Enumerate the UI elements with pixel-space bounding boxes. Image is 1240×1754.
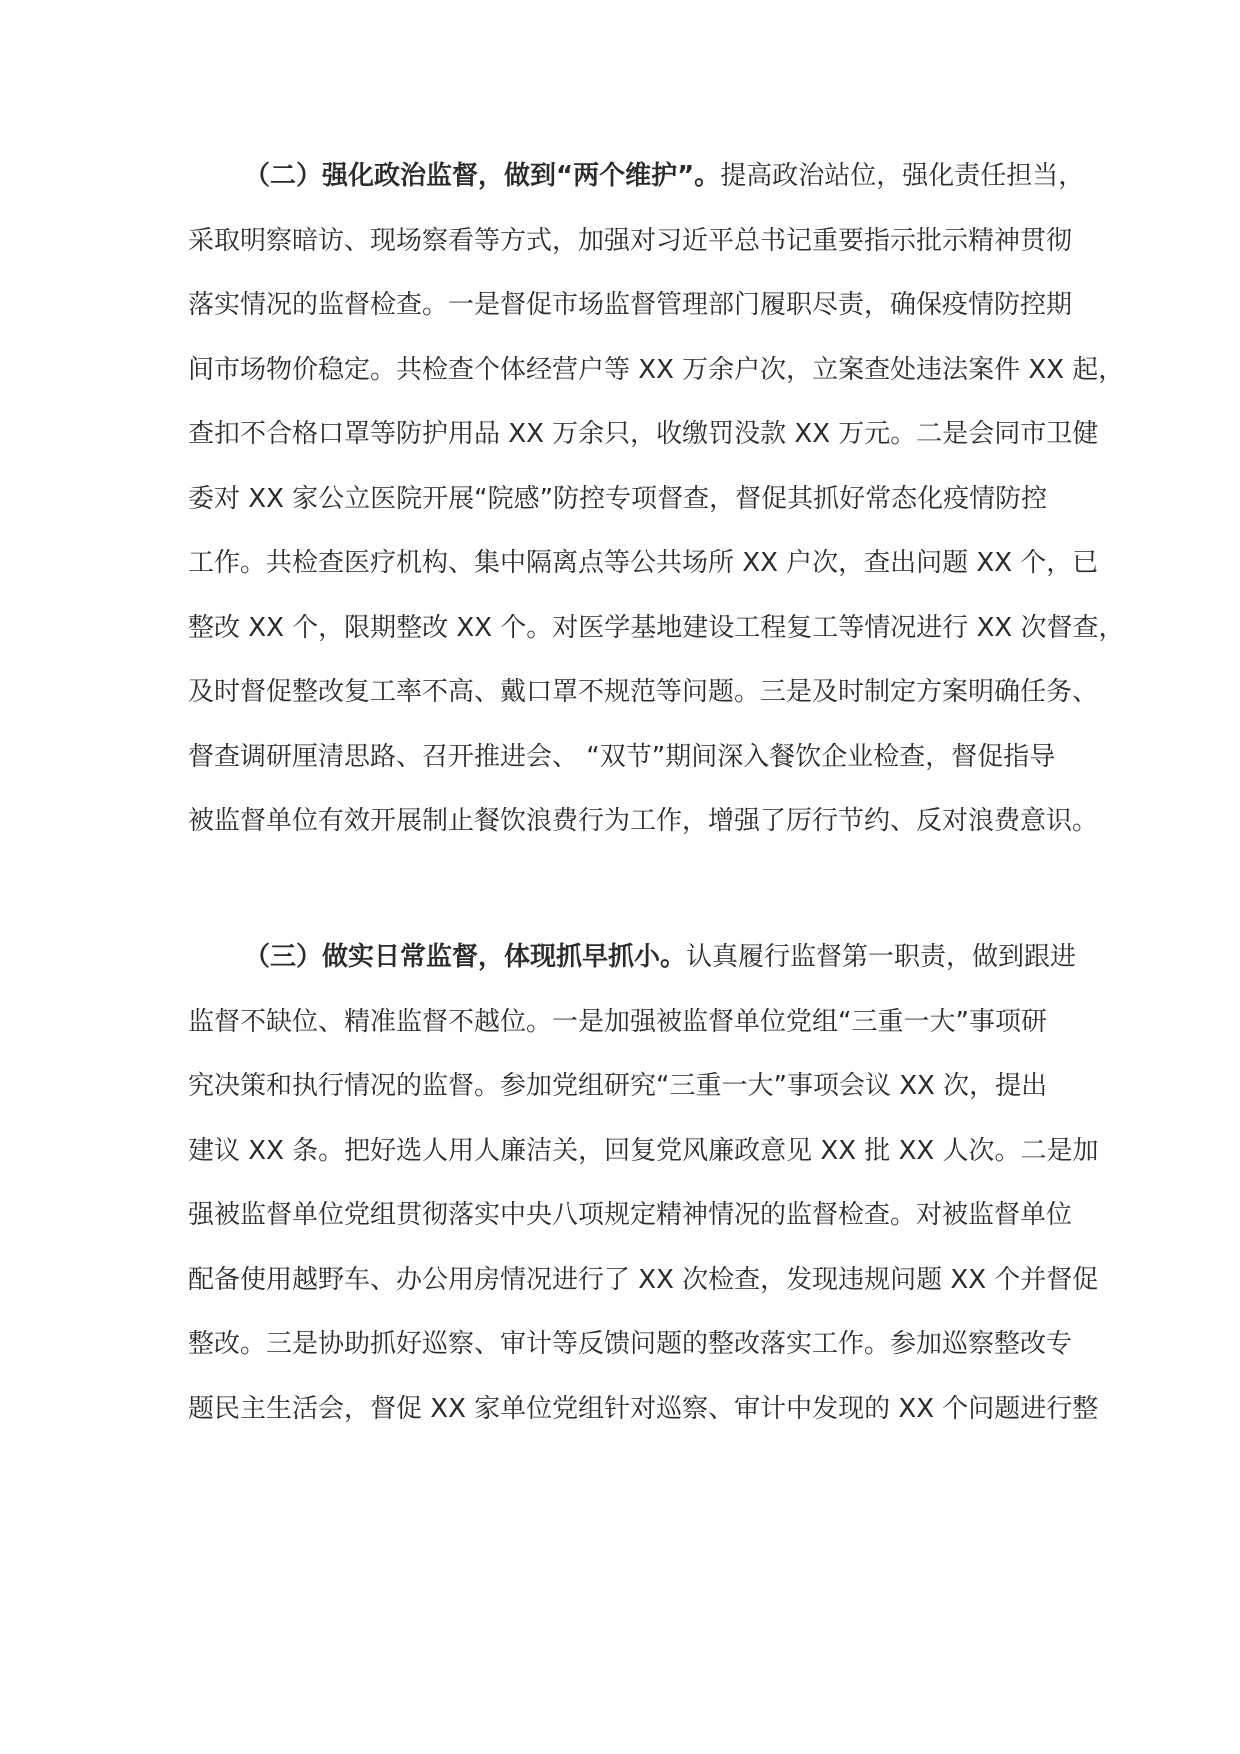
paragraph-line: 工作。共检查医疗机构、集中隔离点等公共场所 XX 户次，查出问题 XX 个，已 bbox=[188, 548, 1099, 578]
paragraph-line: 题民主生活会，督促 XX 家单位党组针对巡察、审计中发现的 XX 个问题进行整 bbox=[188, 1393, 1099, 1424]
section-heading: （二）强化政治监督，做到“两个维护”。 bbox=[244, 161, 721, 191]
paragraph-line: 配备使用越野车、办公用房情况进行了 XX 次检查，发现违规问题 XX 个并督促 bbox=[188, 1264, 1099, 1295]
paragraph-line: 委对 XX 家公立医院开展“院感”防控专项督查，督促其抓好常态化疫情防控 bbox=[188, 483, 1048, 514]
paragraph-line: 及时督促整改复工率不高、戴口罩不规范等问题。三是及时制定方案明确任务、 bbox=[188, 677, 1099, 707]
paragraph-line: 建议 XX 条。把好选人用人廉洁关，回复党风廉政意见 XX 批 XX 人次。二是加 bbox=[188, 1135, 1099, 1166]
paragraph-line: 究决策和执行情况的监督。参加党组研究“三重一大”事项会议 XX 次，提出 bbox=[188, 1071, 1048, 1101]
paragraph-line: 监督不缺位、精准监督不越位。一是加强被监督单位党组“三重一大”事项研 bbox=[188, 1006, 1047, 1037]
paragraph-political-supervision bbox=[188, 144, 1125, 854]
paragraph-daily-supervision bbox=[188, 925, 1099, 1441]
paragraph-line bbox=[188, 925, 1077, 990]
paragraph-line: 督查调研厘清思路、召开推进会、 “双节”期间深入餐饮企业检查，督促指导 bbox=[188, 741, 1056, 772]
paragraph-line: 采取明察暗访、现场察看等方式，加强对习近平总书记重要指示批示精神贯彻 bbox=[188, 225, 1073, 256]
paragraph-line bbox=[188, 144, 1085, 209]
paragraph-line: 整改。三是协助抓好巡察、审计等反馈问题的整改落实工作。参加巡察整改专 bbox=[188, 1329, 1073, 1359]
paragraph-text: 认真履行监督第一职责，做到跟进 bbox=[686, 942, 1077, 972]
paragraph-text: 提高政治站位，强化责任担当， bbox=[720, 161, 1085, 191]
paragraph-line: 强被监督单位党组贯彻落实中央八项规定精神情况的监督检查。对被监督单位 bbox=[188, 1200, 1073, 1230]
paragraph-line: 间市场物价稳定。共检查个体经营户等 XX 万余户次，立案查处违法案件 XX 起， bbox=[188, 354, 1125, 385]
paragraph-line: 整改 XX 个，限期整改 XX 个。对医学基地建设工程复工等情况进行 XX 次督查， bbox=[188, 612, 1125, 643]
paragraph-line: 落实情况的监督检查。一是督促市场监督管理部门履职尽责，确保疫情防控期 bbox=[188, 290, 1073, 320]
paragraph-line: 查扣不合格口罩等防护用品 XX 万余只，收缴罚没款 XX 万元。二是会同市卫健 bbox=[188, 419, 1099, 449]
section-heading: （三）做实日常监督，体现抓早抓小。 bbox=[244, 942, 687, 972]
paragraph-line: 被监督单位有效开展制止餐饮浪费行为工作，增强了厉行节约、反对浪费意识。 bbox=[188, 806, 1099, 836]
